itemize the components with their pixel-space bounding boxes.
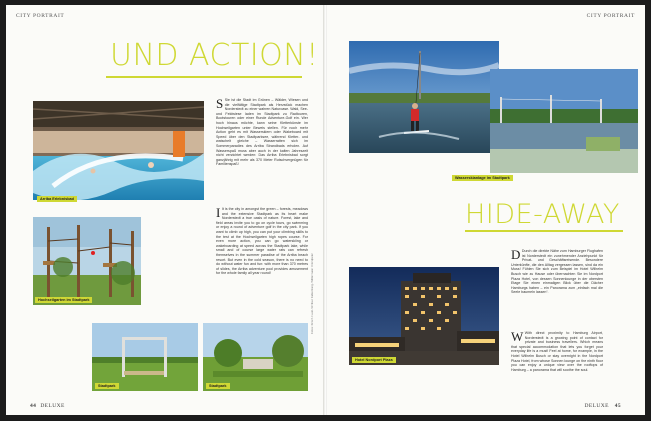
- photo-credit: Fotos: Kirsch / Lutz / Arriba / Falkenberg / Mittermaier / Nordpeter: [310, 253, 314, 334]
- german-text-body-right: Durch die direkte Nähe zum Hamburger Flughafen ist Norderstedt ein zunehmender Anziehpunkt für Privat- und Geschäftsreisende. Besondere Unterkünfte, die den Alltag vergessen lassen, sind da ein Muss! Fühlen Sie sich zum Beispiel im Hotel Wilhelm Busch wie zu Hause oder übernachten Sie im Nordport Plaza Hotel, von dessen Sonnenlounge in der obersten Etage Sie einen einmaligen Blick über die Dächer Hamburgs haben – ein Panorama zum „einfach mal die Seele baumeln lassen“.: [511, 249, 603, 295]
- caption-stadtpark-2: Stadtpark: [206, 383, 230, 389]
- wakeboard-photo: [349, 41, 499, 153]
- caption-arriba: Arriba Erlebnisbad: [37, 196, 77, 202]
- caption-wasserski: Wasserskianlage im Stadtpark: [452, 175, 513, 181]
- dropcap: W: [511, 331, 524, 344]
- magazine-spread: [6, 5, 645, 415]
- running-head-right: CITY PORTRAIT: [586, 13, 635, 19]
- left-page: [6, 5, 324, 415]
- folio-right: [585, 403, 622, 409]
- hotel-photo: [349, 267, 499, 365]
- high-ropes-photo: [33, 217, 141, 305]
- magazine-name-right: DELUXE: [584, 403, 609, 409]
- english-text-body-right: With direct proximity to Hamburg Airport, Norderstedt is a growing point of contact for private and business travellers. Which means that special accommodation that lets you forget your everyday life is a must! Feel at home, for example, in the Hotel Wilhelm Busch or stay overnight in the Nordport Plaza Hotel, from whose Sonnen lounge on the ninth floor you can enjoy a unique view over the rooftops of Hamburg – a panorama that will soothe the soul.: [511, 331, 603, 372]
- german-text-body: Sie ist die Stadt im Grünen – Wälder, Wiesen und die vielfältige Stadtpark als Herzstück machen Norderstedt zu einer wahren Naturoase. Wald, See- und Feldwiese laden im Stadtpark zu Radtouren, Bootstouren oder einer Runde Adventure-Golf ein. Wer hoch hinaus möchte, kann seine Kletterkünste im Hochseilgarten unter Beweis stellen. Für noch mehr Action geht es mit Wasserskiern oder Wakeboard mit Speed über den Stadtparksee, während Kletter- und watschelt gleiche – Wasserratten sich im Sommerparadies des Arriba Strandbads erholen. Auf Wasserspaß muss aber auch in der kalten Jahreszeit nicht verzichtet werden: Das Arriba Erlebnisbad sorgt ganzjährig mit mehr als 370 Meter Rutschvergnügen für Familienspaß!: [216, 98, 308, 167]
- right-page: [327, 5, 645, 415]
- dropcap: D: [511, 249, 521, 262]
- english-text-right: [511, 331, 603, 399]
- arriba-pool-photo: [33, 101, 204, 200]
- folio-left: [30, 403, 65, 409]
- magazine-name-left: DELUXE: [40, 403, 65, 409]
- page-number-right: 45: [614, 403, 621, 409]
- stadtpark-photo-2: [203, 323, 308, 391]
- stadtpark-photo-1: [92, 323, 198, 391]
- water-ski-facility-photo: [490, 69, 638, 173]
- page-number-left: 44: [30, 403, 37, 409]
- german-text-right: [511, 249, 603, 327]
- title-underline-right: [465, 230, 623, 232]
- running-head-left: CITY PORTRAIT: [16, 13, 65, 19]
- dropcap: S: [216, 98, 224, 111]
- title-und-action: UND ACTION!: [110, 38, 319, 73]
- caption-stadtpark-1: Stadtpark: [95, 383, 119, 389]
- caption-hotel: Hotel Nordport Plaza: [352, 357, 396, 363]
- caption-hochseilgarten: Hochseilgarten im Stadtpark: [35, 297, 92, 303]
- title-hide-away: HIDE-AWAY: [465, 199, 620, 230]
- title-underline: [106, 76, 302, 78]
- german-text-left: [216, 98, 308, 202]
- english-text-body: It is the city in amongst the green – forests, meadows and the extensive Stadtpark as its heart make Norderstedt a true oasis of nature. Forest, lake and field areas invite you to go on cycle tours, go swimming or enjoy a round of adventure golf in the city park. If you want to climb up high, you can put your climbing skills to the test at the Hochseilgarten high ropes course. For even more action, you can go waterskiing or wakeboarding at speed across the Stadtpark lake, while small and of course large water rats can refresh themselves in the summer paradise of the Arriba beach resort. But even in the cold season, there is no need to do without water fun and fun: with more than 370 metres of slides, the Arriba adventure pool provides amusement for the whole family all year round!: [216, 207, 308, 276]
- dropcap: I: [216, 207, 221, 220]
